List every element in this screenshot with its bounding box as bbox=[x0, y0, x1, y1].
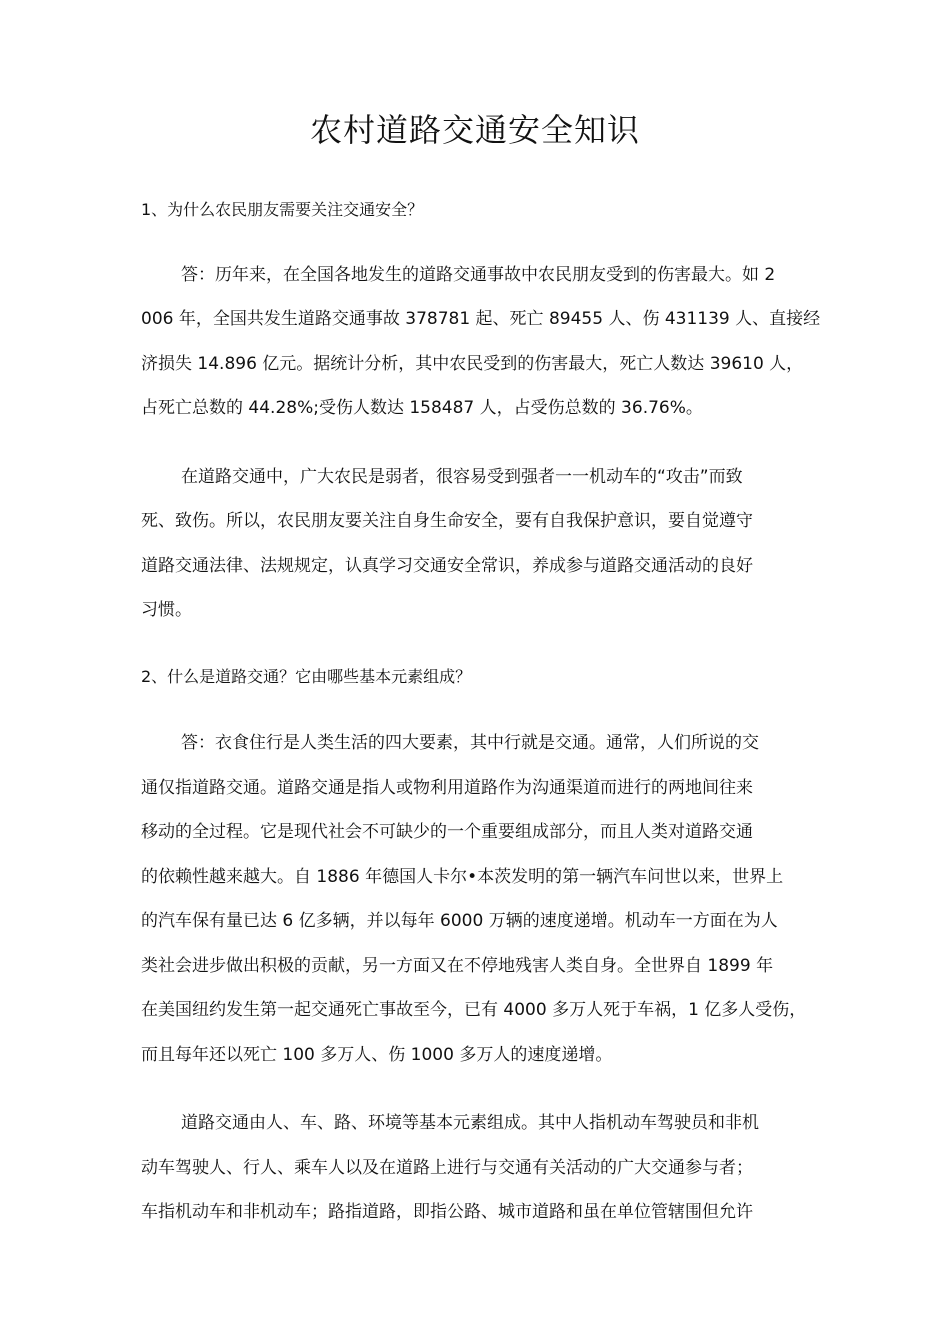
answer-1-line: 答：历年来，在全国各地发生的道路交通事故中农民朋友受到的伤害最大。如 2 bbox=[181, 265, 776, 285]
paragraph-2-line: 在道路交通中，广大农民是弱者，很容易受到强者一一机动车的“攻击”而致 bbox=[181, 467, 743, 487]
paragraph-2-line: 道路交通法律、法规规定，认真学习交通安全常识，养成参与道路交通活动的良好 bbox=[141, 556, 753, 576]
answer-2-line: 而且每年还以死亡 100 多万人、伤 1000 多万人的速度递增。 bbox=[141, 1045, 613, 1065]
question-2: 2、什么是道路交通？它由哪些基本元素组成？ bbox=[141, 667, 472, 686]
answer-2-line: 答：衣食住行是人类生活的四大要素，其中行就是交通。通常，人们所说的交 bbox=[181, 733, 759, 753]
answer-1-line: 济损失 14.896 亿元。据统计分析，其中农民受到的伤害最大，死亡人数达 39610 人， bbox=[141, 354, 804, 374]
paragraph-4-line: 动车驾驶人、行人、乘车人以及在道路上进行与交通有关活动的广大交通参与者； bbox=[141, 1158, 753, 1178]
answer-2-line: 类社会进步做出积极的贡献，另一方面又在不停地残害人类自身。全世界自 1899 年 bbox=[141, 956, 774, 976]
answer-2-line: 通仅指道路交通。道路交通是指人或物利用道路作为沟通渠道而进行的两地间往来 bbox=[141, 778, 753, 798]
answer-1-line: 占死亡总数的 44.28%;受伤人数达 158487 人，占受伤总数的 36.76%。 bbox=[141, 398, 703, 418]
answer-2-line: 移动的全过程。它是现代社会不可缺少的一个重要组成部分，而且人类对道路交通 bbox=[141, 822, 753, 842]
answer-2-line: 的汽车保有量已达 6 亿多辆，并以每年 6000 万辆的速度递增。机动车一方面在为人 bbox=[141, 911, 778, 931]
paragraph-4-line: 车指机动车和非机动车；路指道路，即指公路、城市道路和虽在单位管辖围但允许 bbox=[141, 1202, 753, 1222]
question-1: 1、为什么农民朋友需要关注交通安全？ bbox=[141, 200, 424, 219]
paragraph-2-line: 习惯。 bbox=[141, 600, 192, 620]
answer-1-line: 006 年，全国共发生道路交通事故 378781 起、死亡 89455 人、伤 431139 人、直接经 bbox=[141, 309, 821, 329]
answer-2-line: 在美国纽约发生第一起交通死亡事故至今，已有 4000 多万人死于车祸，1 亿多人受伤， bbox=[141, 1000, 807, 1020]
paragraph-2-line: 死、致伤。所以，农民朋友要关注自身生命安全，要有自我保护意识，要自觉遵守 bbox=[141, 511, 753, 531]
answer-2-line: 的依赖性越来越大。自 1886 年德国人卡尔•本茨发明的第一辆汽车问世以来，世界上 bbox=[141, 867, 784, 887]
document-title: 农村道路交通安全知识 bbox=[309, 111, 640, 149]
paragraph-4-line: 道路交通由人、车、路、环境等基本元素组成。其中人指机动车驾驶员和非机 bbox=[181, 1113, 759, 1133]
